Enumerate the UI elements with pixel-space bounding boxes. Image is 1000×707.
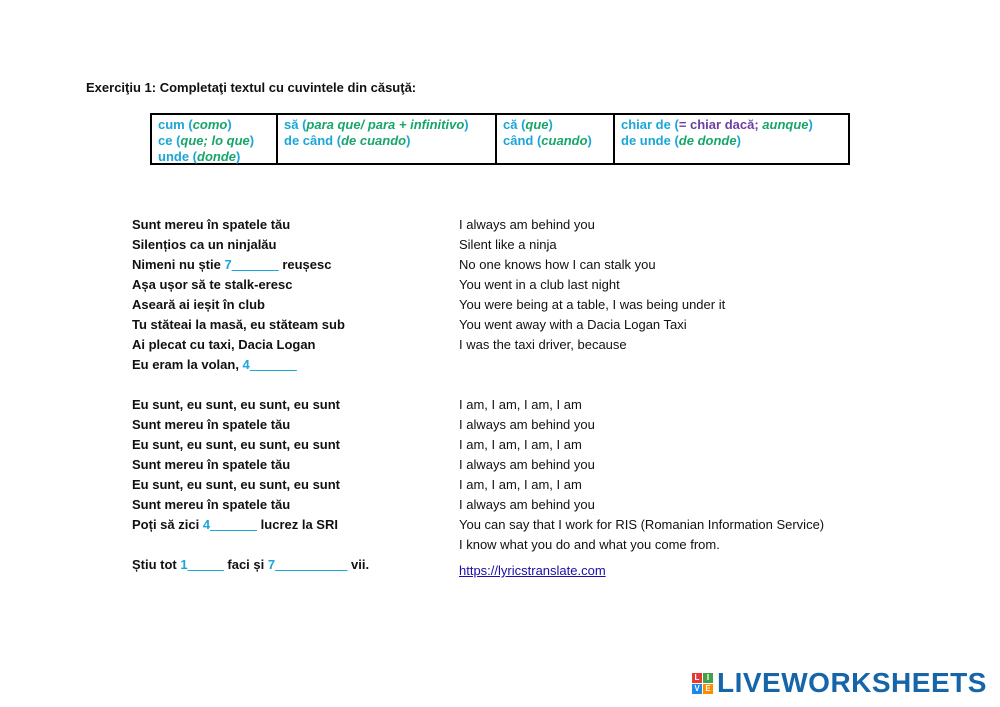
- translation-spacer: [459, 355, 899, 375]
- lyric-line: Sunt mereu în spatele tău: [132, 417, 291, 432]
- answer-blank[interactable]: ______: [249, 357, 297, 372]
- answer-blank[interactable]: ______: [231, 257, 279, 272]
- answer-blank[interactable]: _____: [187, 557, 224, 572]
- word-option-chiar-de: chiar de (= chiar dacă; aunque): [621, 117, 813, 132]
- lyric-line: Eu sunt, eu sunt, eu sunt, eu sunt: [132, 477, 341, 492]
- lyric-line: Eu sunt, eu sunt, eu sunt, eu sunt: [132, 437, 341, 452]
- lyric-line: Sunt mereu în spatele tău: [132, 217, 291, 232]
- lyric-line: Poți să zici 4 ______ lucrez la SRI: [132, 517, 338, 532]
- word-box-column-1: [152, 115, 278, 163]
- lyric-spacer: [132, 535, 452, 555]
- translation-line: No one knows how I can stalk you: [459, 257, 656, 272]
- word-box-column-4: [615, 115, 848, 163]
- romanian-lyrics: [132, 215, 452, 575]
- lyric-line: Tu stăteai la masă, eu stăteam sub: [132, 317, 345, 332]
- liveworksheets-logo-text: LIVEWORKSHEETS: [717, 667, 987, 698]
- lyric-line: Silențios ca un ninjalău: [132, 237, 277, 252]
- word-box: [150, 113, 850, 165]
- liveworksheets-logo: [692, 668, 987, 698]
- translation-line: I always am behind you: [459, 217, 595, 232]
- english-translation: [459, 215, 899, 581]
- translation-line: Silent like a ninja: [459, 237, 557, 252]
- lyric-line: Sunt mereu în spatele tău: [132, 457, 291, 472]
- translation-line: I always am behind you: [459, 497, 595, 512]
- word-option-unde: unde (donde): [158, 149, 241, 164]
- lyric-line: Eu eram la volan, 4 ______: [132, 357, 297, 372]
- word-option-cand: când (cuando): [503, 133, 592, 148]
- word-option-ca: că (que): [503, 117, 553, 132]
- translation-line: I know what you do and what you come from.: [459, 537, 720, 552]
- translation-line: I am, I am, I am, I am: [459, 397, 582, 412]
- source-link-row: [459, 561, 899, 581]
- lyric-line: Ai plecat cu taxi, Dacia Logan: [132, 337, 316, 352]
- word-box-column-3: [497, 115, 615, 163]
- translation-line: I always am behind you: [459, 417, 595, 432]
- translation-line: I always am behind you: [459, 457, 595, 472]
- word-box-column-2: [278, 115, 497, 163]
- word-option-ce: ce (que; lo que): [158, 133, 255, 148]
- lyric-line: Nimeni nu știe 7 ______ reușesc: [132, 257, 332, 272]
- translation-line: I am, I am, I am, I am: [459, 437, 582, 452]
- word-option-de-unde: de unde (de donde): [621, 133, 741, 148]
- lyric-line: Sunt mereu în spatele tău: [132, 497, 291, 512]
- translation-line: You went in a club last night: [459, 277, 620, 292]
- answer-blank[interactable]: ___ ______: [275, 557, 348, 572]
- word-option-de-cand: de când (de cuando): [284, 133, 411, 148]
- translation-line: You can say that I work for RIS (Romanian Information Service): [459, 517, 825, 532]
- word-option-sa: să (para que/ para + infinitivo): [284, 117, 469, 132]
- lyric-line: Eu sunt, eu sunt, eu sunt, eu sunt: [132, 397, 341, 412]
- exercise-title: Exerciţiu 1: Completaţi textul cu cuvintele din căsuţă:: [86, 80, 417, 95]
- translation-line: I am, I am, I am, I am: [459, 477, 582, 492]
- word-option-cum: cum (como): [158, 117, 232, 132]
- lyric-line: Știu tot 1_____ faci și 7 ___ ______ vii.: [132, 557, 370, 572]
- translation-line: I was the taxi driver, because: [459, 337, 627, 352]
- lyric-line: Așa ușor să te stalk-eresc: [132, 277, 293, 292]
- source-link[interactable]: https://lyricstranslate.com: [459, 563, 606, 578]
- translation-line: You were being at a table, I was being under it: [459, 297, 726, 312]
- lyric-line: Aseară ai ieșit în club: [132, 297, 265, 312]
- liveworksheets-logo-icon: L I V E: [692, 673, 713, 694]
- translation-line: You went away with a Dacia Logan Taxi: [459, 317, 687, 332]
- translation-spacer: [459, 375, 899, 395]
- lyric-spacer: [132, 375, 452, 395]
- answer-blank[interactable]: ______: [210, 517, 258, 532]
